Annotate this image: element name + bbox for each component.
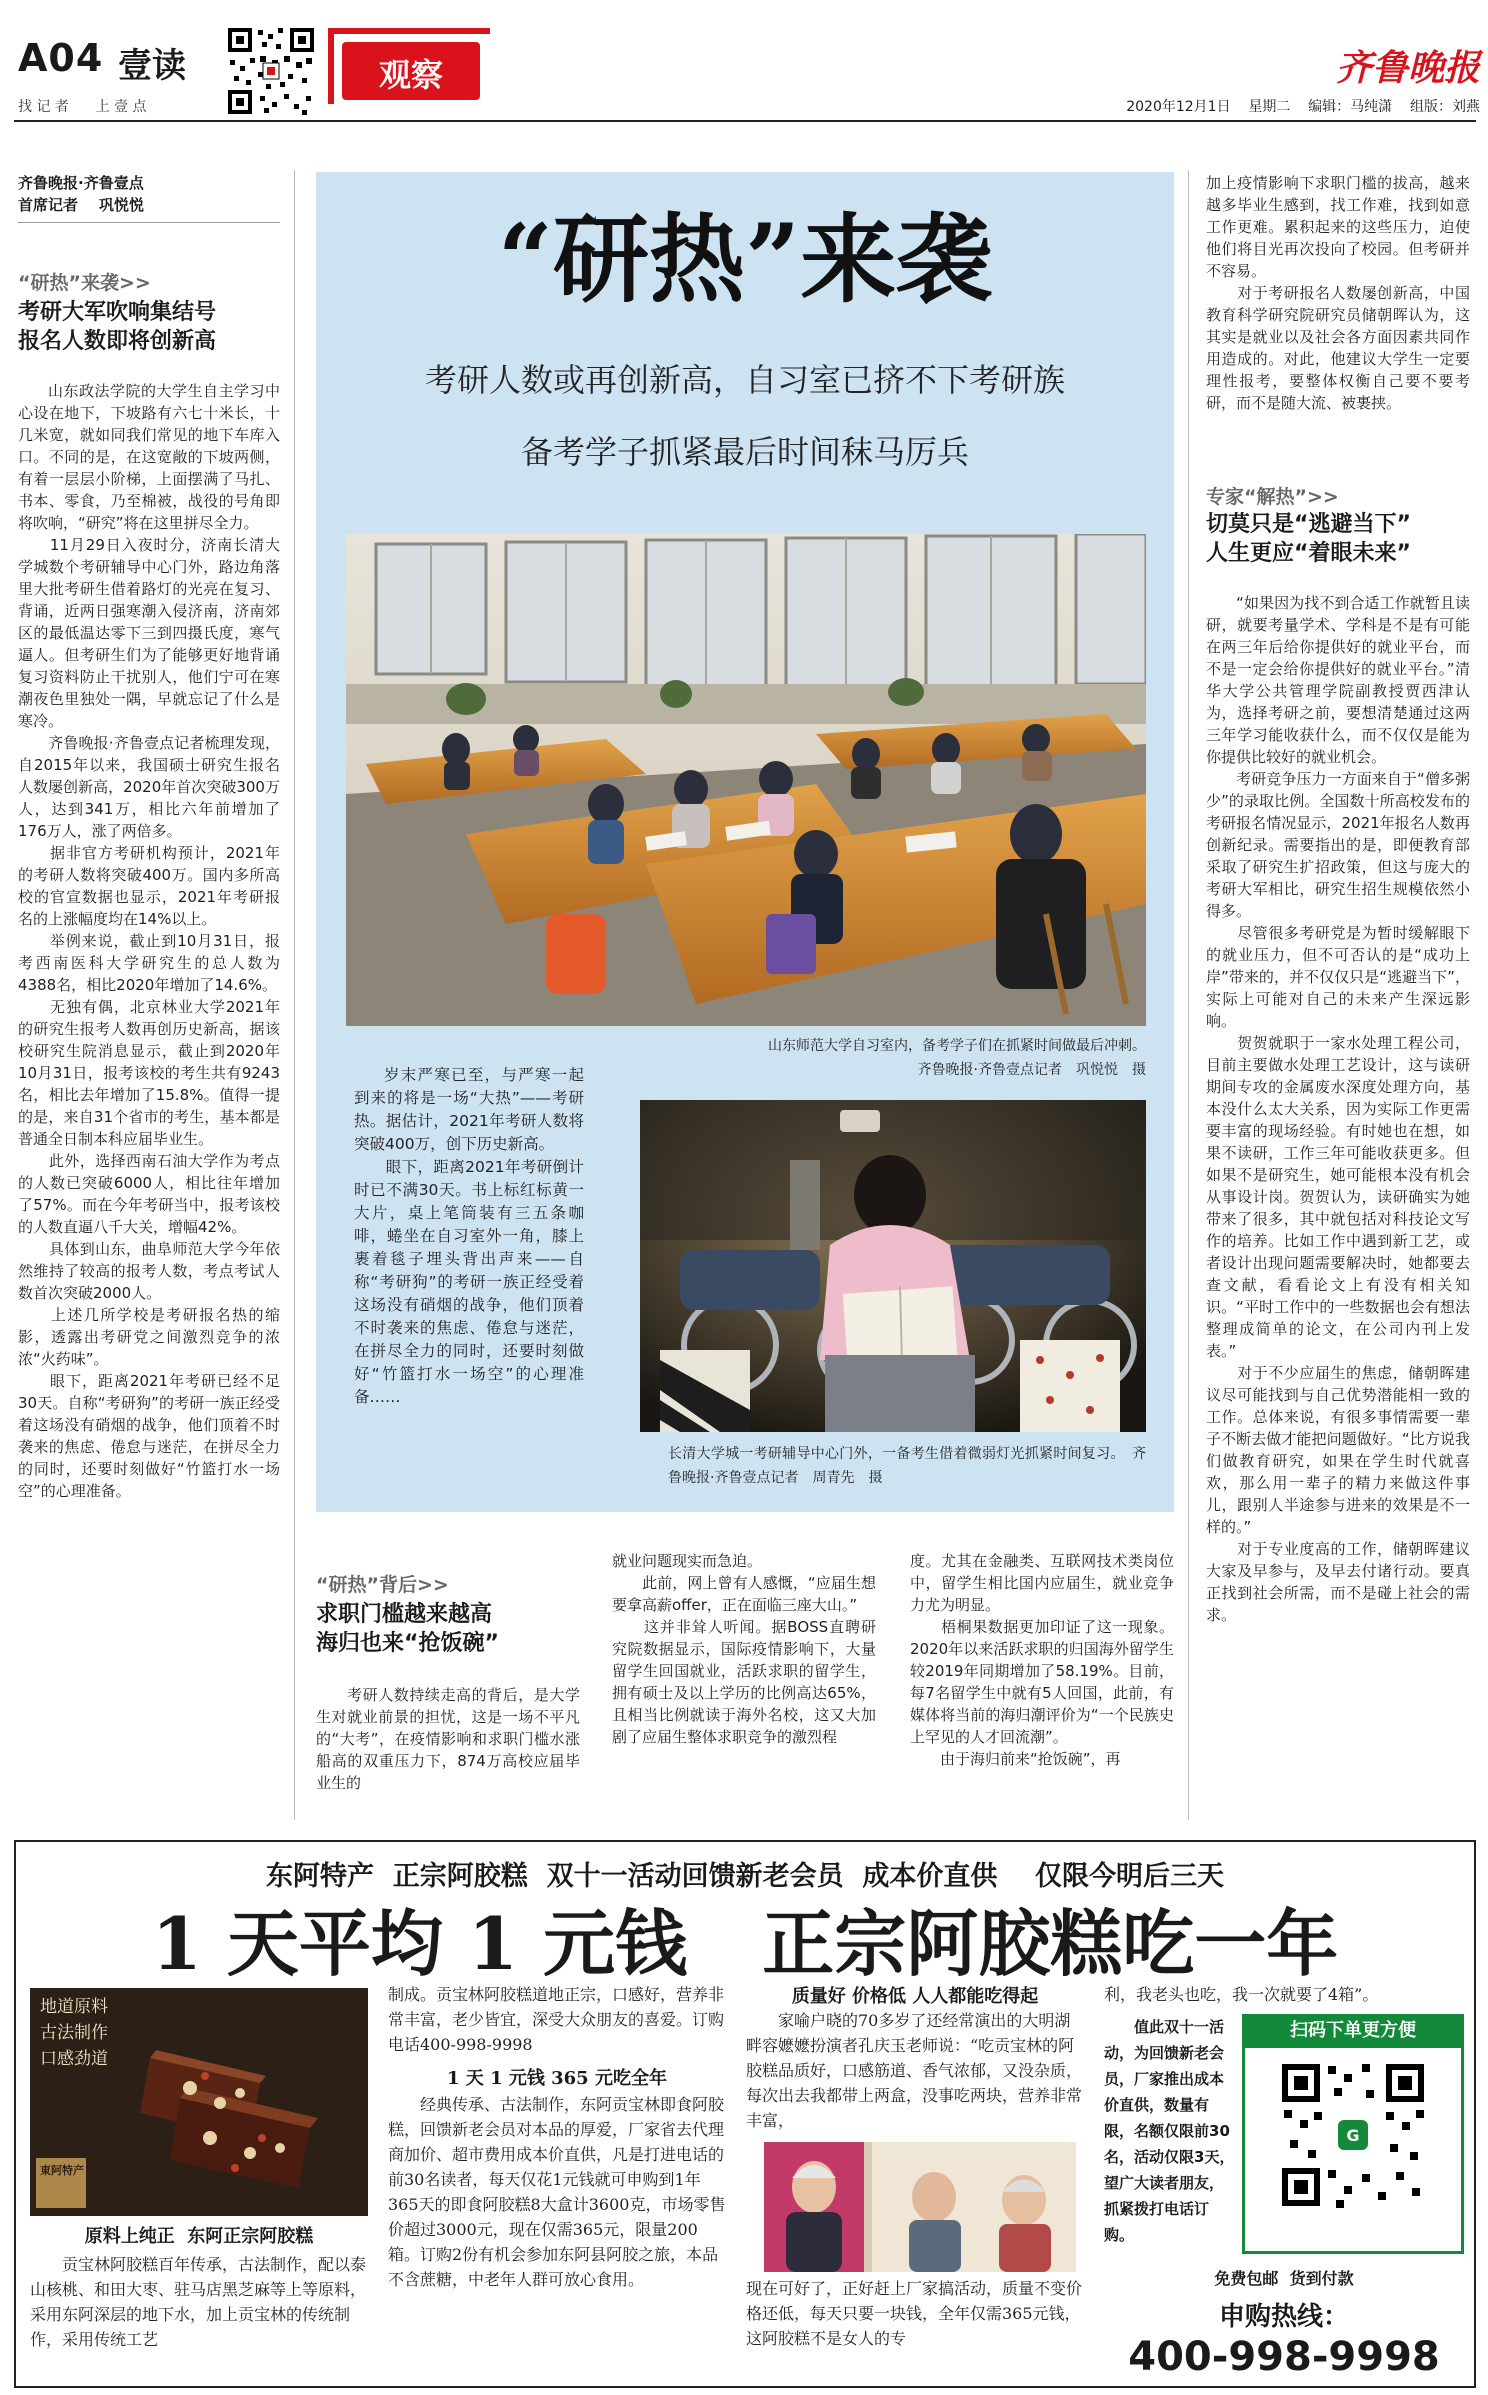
photo2-caption: 长清大学城一考研辅导中心门外，一备考生借着微弱灯光抓紧时间复习。 齐鲁晚报·齐鲁壹点记者 周青先 摄 [668, 1446, 1146, 1486]
ad-col4-top: 利，我老头也吃，我一次就要了4箱”。 [1104, 1985, 1379, 2004]
right-col-body: “如果因为找不到合适工作就暂且读研，就要考量学术、学科是不是有可能在两三年后给你提供好的就业平台，而不是一定会给你提供好的就业平台。”清华大学公共管理学院副教授贾西津认为，选择考研之前，要想清楚通过这两三年学习能收获什么，而不仅仅是能为你提供比较好的就业机会。 考研竞争压力一方面来自于“僧多粥少”的录取比例。全国数十所高校发布的考研报名情况显示，2021年报名人数再创新纪录。需要指出的是，即便教育部采取了研究生扩招政策，但这与庞大的考研大军相比，研究生招生规模依然小得多。 尽管很多考研党是为暂时缓解眼下的就业压力，但不可否认的是“成功上岸”带来的，并不仅仅只是“逃避当下”，实际上可能对自己的未来产生深远影响。 贺贺就职于一家水处理工程公司，目前主要做水处理工艺设计，这与读研期间专攻的金属废水深度处理方向，基本没什么太大关系，因为实际工作更需要丰富的现场经验。有时她也在想，如果不读研，工作三年可能收获更多。但如果不是研究生，她可能根本没有机会从事设计岗。贺贺认为，读研确实为她带来了很多，其中就包括对科技论文写作的培养。比如工作中遇到新工艺，或者设计出现问题需要解决时，她都要去查文献，看看论文上有没有相关知识。“平时工作中的一些数据也会有想法整理成简单的论文，在公司内刊上发表。” 对于不少应届生的焦虑，储朝晖建议尽可能找到与自己优势潜能相一致的工作。总体来说，有很多事情需要一辈子不断去做才能把问题做好。“比方说我们做教育研究，如果在学生时代就喜欢，那么用一辈子的精力来做这件事儿，跟别人半途参与进来的效果是不一样的。” 对于专业度高的工作，储朝晖建议大家及早参与，及早去付诸行动。要真正找到社会所需，而不是碰上社会的需求。 [1206, 594, 1470, 1624]
section2-tag: “研热”背后>> [316, 1574, 449, 1596]
newspaper-logo: 齐鲁晚报 [1335, 47, 1480, 89]
ad-big-line: 1 天平均 1 元钱 正宗阿胶糕吃一年 [151, 1901, 1339, 1986]
ad-col2b: 经典传承、古法制作，东阿贡宝林即食阿胶糕，回馈新老会员对本品的厚爱，厂家省去代理商加价、超市费用成本价直供，凡是打进电话的前30名读者，每天仅花1元钱就可申购到1年365天的即食阿胶糕8大盒计3600克，市场零售价超过3000元，现在仅需365元，限量200箱。订购2份有机会参加东阿县阿胶之旅，本品不含蔗糖，中老年人群可放心食用。 [388, 2095, 726, 2289]
right-col-headline: 切莫只是“逃避当下” 人生更应“着眼未来” [1206, 512, 1411, 566]
banner-title: “研热”来袭 [497, 203, 993, 316]
ad-top-line: 东阿特产 正宗阿胶糕 双十一活动回馈新老会员 成本价直供 仅限今明后三天 [266, 1861, 1224, 1892]
section2-headline: 求职门槛越来越高 海归也来“抢饭碗” [316, 1602, 499, 1656]
byline-rule [18, 222, 280, 223]
ad-col2-head: 1 天 1 元钱 365 元吃全年 [447, 2068, 667, 2089]
page-number: A04 [18, 36, 104, 80]
section2-col2: 就业问题现实而急迫。 此前，网上曾有人感慨，“应届生想要拿高薪offer，正在面临三座大山。” 这并非耸人听闻。据BOSS直聘研究院数据显示，国际疫情影响下，大量留学生回国就业，活跃求职的留学生，拥有硕士及以上学历的比例高达65%，且相当比例就读于海外名校，这又大加剧了应届生整体求职竞争的激烈程 [612, 1552, 876, 1746]
photo1-caption: 山东师范大学自习室内，备考学子们在抓紧时间做最后冲刺。 齐鲁晚报·齐鲁壹点记者 巩悦悦 摄 [768, 1038, 1146, 1078]
header-qr-code [226, 26, 316, 116]
ad-hotline-label: 申购热线： [1218, 2302, 1349, 2332]
banner-subtitle-2: 备考学子抓紧最后时间秣马厉兵 [520, 433, 969, 471]
ad-qr-title: 扫码下单更方便 [1242, 2014, 1464, 2048]
right-col-tag: 专家“解热”>> [1206, 486, 1339, 508]
right-col-top: 加上疫情影响下求职门槛的拔高，越来越多毕业生感到，找工作难，找到如意工作更难。累积起来的这些压力，迫使他们将目光再次投向了校园。但考研并不容易。 对于考研报名人数屡创新高，中国教育科学研究院研究员储朝晖认为，这其实是就业以及社会各方面因素共同作用造成的。对此，他建议大学生一定要理性报考，要整体权衡自己要不要考研，而不是随大流、被裹挟。 [1206, 174, 1470, 412]
byline [18, 172, 278, 216]
column-rule-left [294, 170, 295, 1820]
section1-tag: “研热”来袭>> [18, 272, 151, 294]
ad-photo-text: 地道原料 古法制作 口感劲道 [40, 1997, 108, 2069]
banner-subtitle-1: 考研人数或再创新高，自习室已挤不下考研族 [424, 361, 1065, 399]
masthead [0, 0, 1488, 130]
header-slogan: 找 记 者 上 壹 点 [18, 99, 147, 115]
photo-night-study [640, 1100, 1146, 1432]
intro-text: 岁末严寒已至，与严寒一起到来的将是一场“大热”——考研热。据估计，2021年考研人数将突破400万，创下历史新高。 眼下，距离2021年考研倒计时已不满30天。书上标红标黄一大片，桌上笔筒装有三五条咖啡，蜷坐在自习室外一角，膝上裹着毯子埋头背出声来——自称“考研狗”的考研一族正经受着这场没有硝烟的战争，他们顶着不时袭来的焦虑、倦怠与迷茫，在拼尽全力的同时，还要时刻做好“竹篮打水一场空”的心理准备…… [354, 1066, 584, 1406]
photo-study-room [346, 534, 1146, 1026]
section2-col3: 度。尤其在金融类、互联网技术类岗位中，留学生相比国内应届生，就业竞争力尤为明显。 梧桐果数据更加印证了这一现象。2020年以来活跃求职的归国海外留学生较2019年同期增加了58.19%。目前，每7名留学生中就有5人回国，此前，有媒体将当前的海归潮评价为“一个民族史上罕见的人才回流潮”。 由于海归前来“抢饭碗”，再 [910, 1552, 1174, 1768]
section-tab-label: 观察 [378, 56, 443, 94]
ad-col3b: 现在可好了，正好赶上厂家搞活动，质量不变价格还低，每天只要一块钱，全年仅需365元钱，这阿胶糕不是女人的专 [746, 2279, 1083, 2348]
section-name: 壹读 [118, 46, 186, 86]
svg-text:G: G [1346, 2126, 1360, 2145]
byline-source: 齐鲁晚报·齐鲁壹点 [18, 174, 144, 192]
ad-col2a: 制成。贡宝林阿胶糕道地正宗，口感好，营养非常丰富，老少皆宜，深受大众朋友的喜爱。订购电话400-998-9998 [388, 1985, 725, 2054]
ad-col1: 贡宝林阿胶糕百年传承，古法制作，配以泰山核桃、和田大枣、驻马店黑芝麻等上等原料，采用东阿深层的地下水，加上贡宝林的传统制作，采用传统工艺 [30, 2255, 367, 2349]
header-rule [14, 120, 1476, 122]
advertisement [14, 1840, 1476, 2388]
ad-hotline-number: 400-998-9998 [1128, 2334, 1440, 2380]
ad-col3a: 家喻户晓的70多岁了还经常演出的大明湖畔容嬷嬷扮演者孔庆玉老师说：“吃贡宝林的阿胶糕品质好，口感筋道、香气浓郁，又没杂质，每次出去我都带上两盒，没事吃两块，营养非常丰富， [746, 2011, 1083, 2130]
ad-photo-brand: 東阿特产 [40, 2164, 84, 2177]
section1-headline: 考研大军吹响集结号 报名人数即将创新高 [18, 300, 217, 354]
ad-col4-box: 值此双十一活动，为回馈新老会员，厂家推出成本价直供，数量有限，名额仅限前30名，活动仅限3天，望广大读者朋友，抓紧拨打电话订购。 [1104, 2018, 1235, 2244]
ad-testimonial-photo [764, 2142, 1076, 2272]
section1-body: 山东政法学院的大学生自主学习中心设在地下，下坡路有六七十米长，十几米宽，就如同我们常见的地下车库入口。不同的是，在这宽敞的下坡两侧，有着一层层小阶梯，上面摆满了马扎、书本、零食，乃至棉被，战役的号角即将吹响，“研究”将在这里拼尽全力。 11月29日入夜时分，济南长清大学城数个考研辅导中心门外，路边角落里大批考研生借着路灯的光亮在复习、背诵，近两日强寒潮入侵济南，济南郊区的最低温达零下三到四摄氏度，寒气逼人。但考研生们为了能够更好地背诵复习资料防止干扰别人，他们宁可在寒潮夜色里独处一隅，早就忘记了什么是寒冷。 齐鲁晚报·齐鲁壹点记者梳理发现，自2015年以来，我国硕士研究生报名人数屡创新高，2020年首次突破300万人，达到341万，相比六年前增加了176万人，涨了两倍多。 据非官方考研机构预计，2021年的考研人数将突破400万。国内多所高校的官宣数据也显示，2021年考研报名的上涨幅度均在14%以上。 举例来说，截止到10月31日，报考西南医科大学研究生的总人数为4388名，相比2020年增加了14.6%。 无独有偶，北京林业大学2021年的研究生报考人数再创历史新高，据该校研究生院消息显示，截止到2020年10月31日，报考该校的考生共有9243名，相比去年增加了15.8%。值得一提的是，来自31个省市的考生，基本都是普通全日制本科应届毕业生。 此外，选择西南石油大学作为考点的人数已突破6000人，相比往年增加了57%。而在今年考研当中，报考该校的人数直逼八千大关，增幅42%。 具体到山东，曲阜师范大学今年依然维持了较高的报考人数，考点考试人数首次突破2000人。 上述几所学校是考研报名热的缩影，透露出考研党之间激烈竞争的浓浓“火药味”。 眼下，距离2021年考研已经不足30天。自称“考研狗”的考研一族正经受着这场没有硝烟的战争，他们顶着不时袭来的焦虑、倦怠与迷茫，在拼尽全力的同时，还要时刻做好“竹篮打水一场空”的心理准备。 [18, 382, 280, 1500]
ad-free-shipping: 免费包邮 货到付款 [1214, 2269, 1354, 2288]
section2-col1: 考研人数持续走高的背后，是大学生对就业前景的担忧，这是一场不平凡的“大考”，在疫情影响和求职门槛水涨船高的双重压力下，874万高校应届毕业生的 [316, 1686, 580, 1792]
ad-caption1: 原料上纯正 东阿正宗阿胶糕 [84, 2226, 314, 2247]
ad-qr-code [1278, 2060, 1428, 2210]
byline-reporter: 首席记者 巩悦悦 [18, 196, 144, 214]
ad-col3-head: 质量好 价格低 人人都能吃得起 [791, 1986, 1039, 2007]
dateline: 2020年12月1日 星期二 编辑：马纯潇 组版：刘燕 [1126, 99, 1480, 115]
column-rule-right [1188, 170, 1189, 1820]
